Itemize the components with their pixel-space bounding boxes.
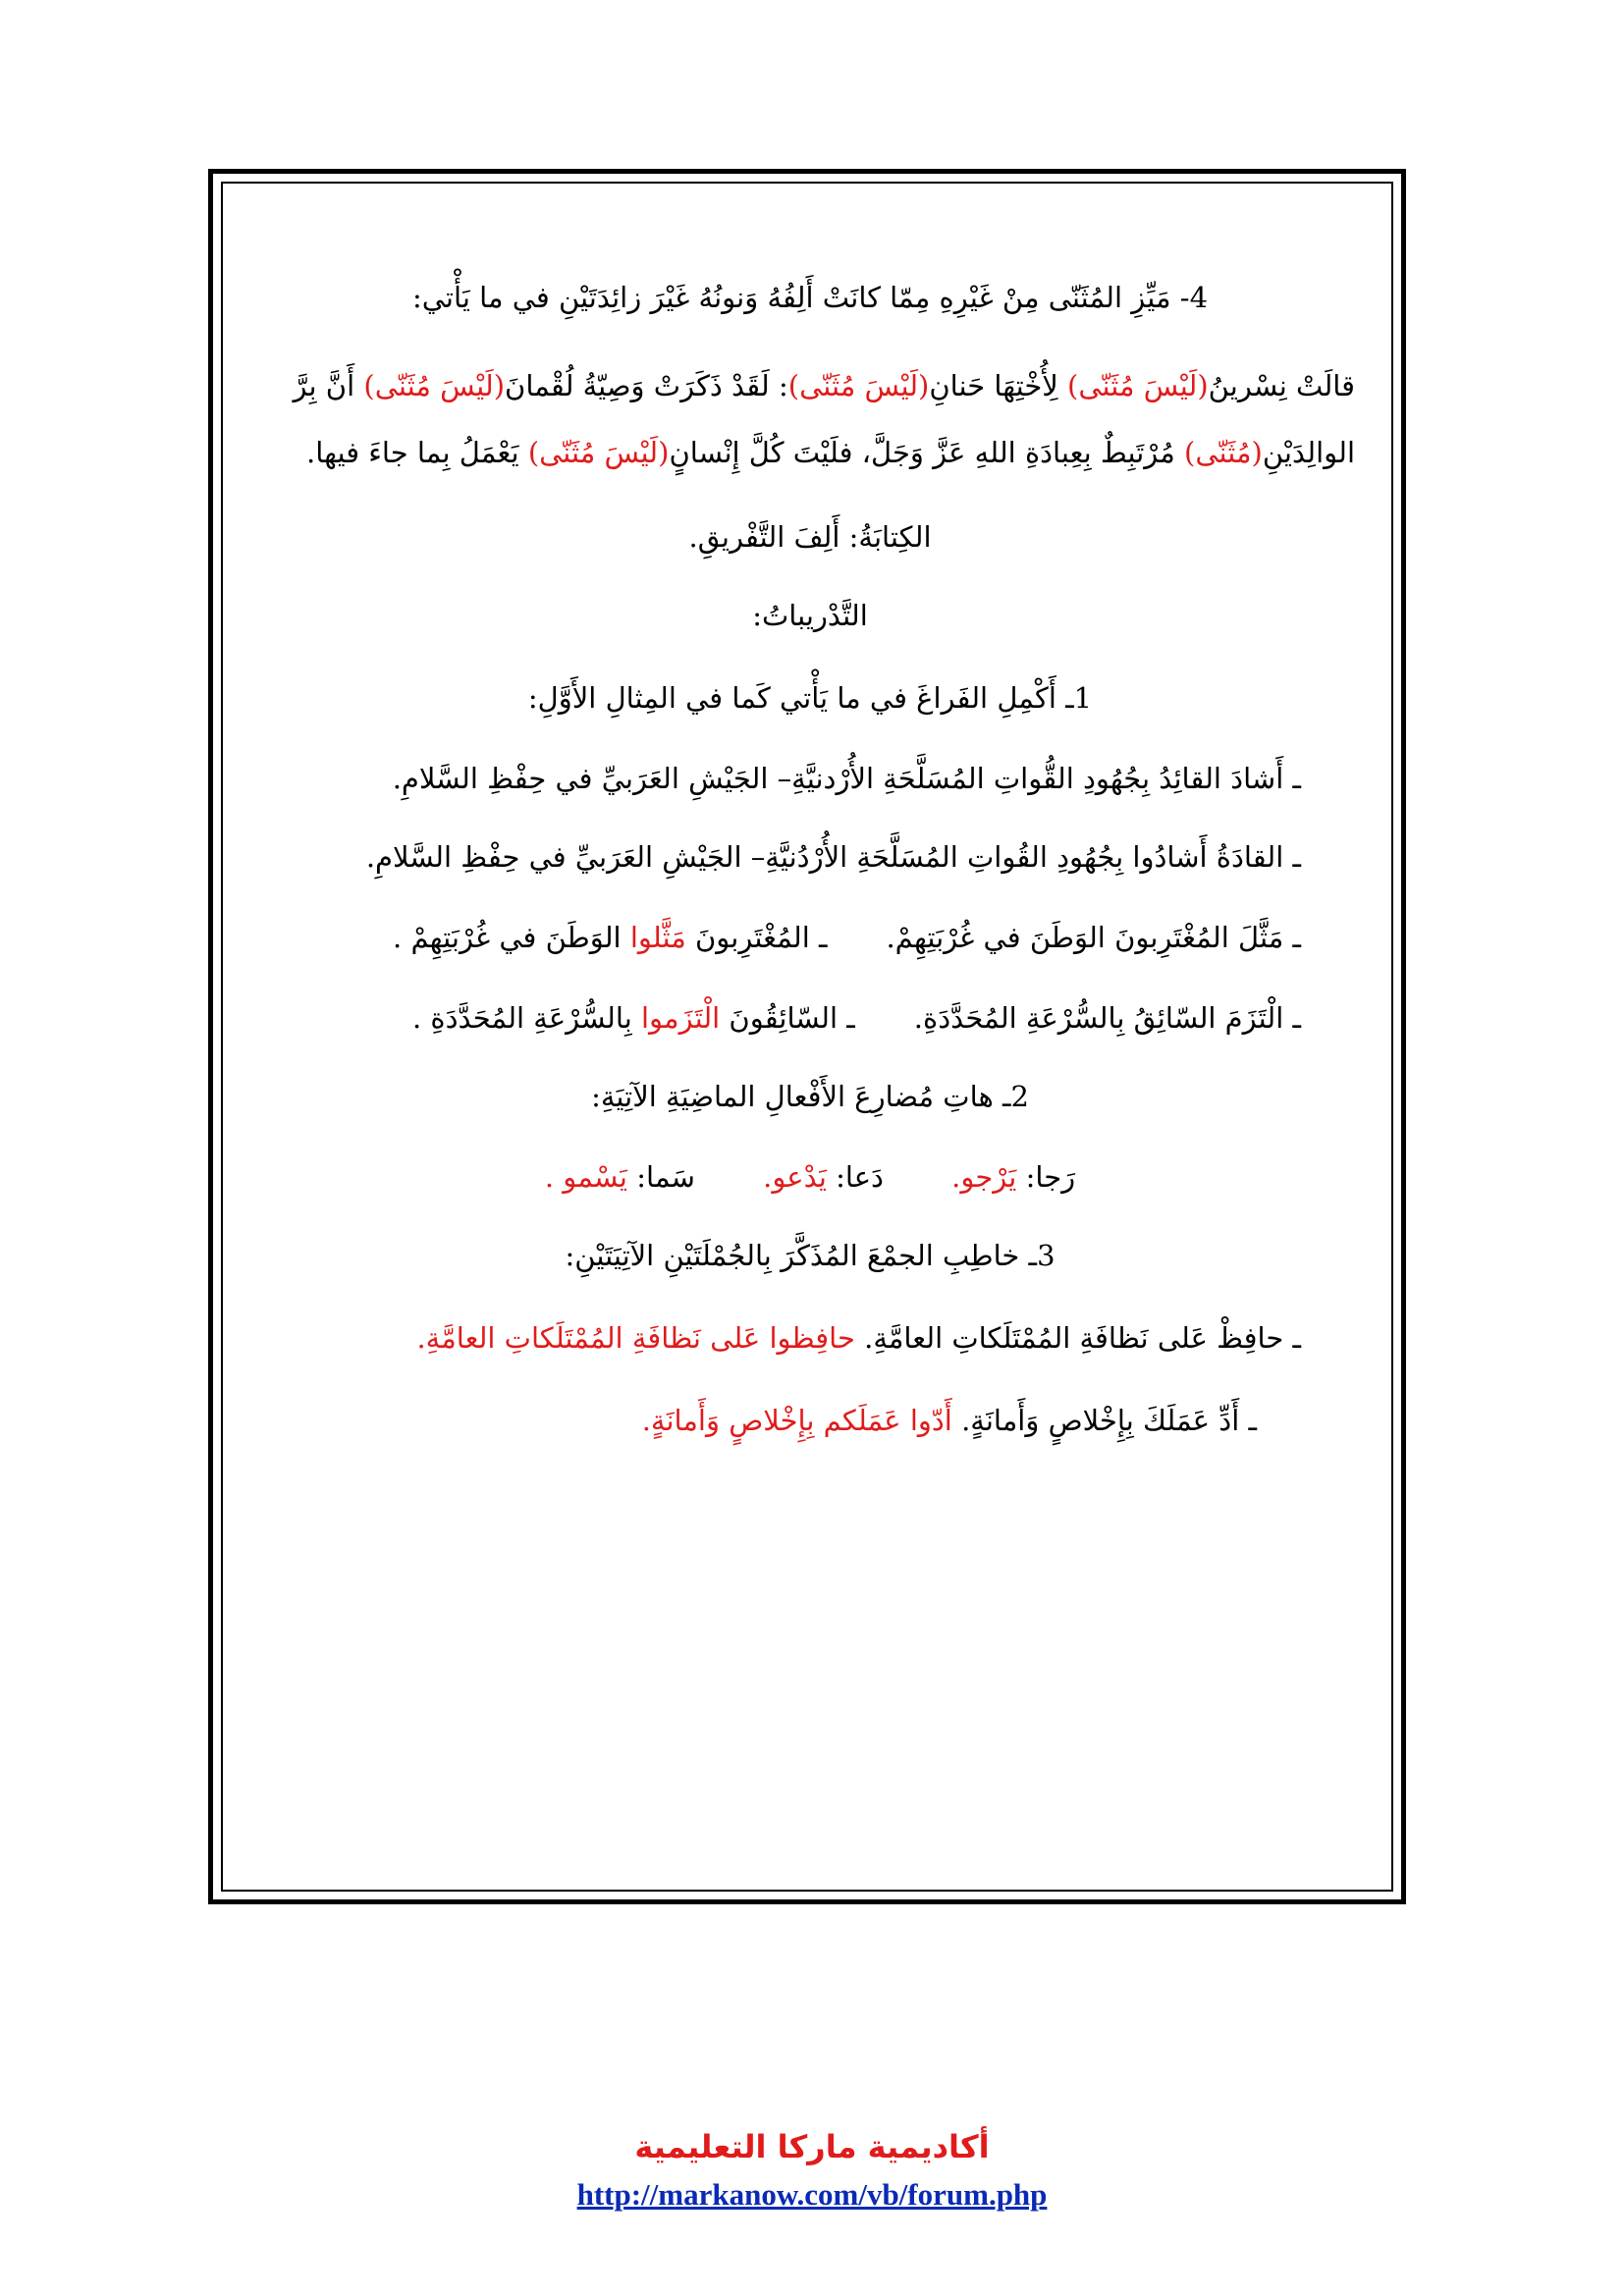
exercise-2-answers (265, 1154, 1355, 1200)
exercise-3-sentence-2 (265, 1398, 1355, 1443)
paragraph-text: الوالِدَيْنِ (1262, 436, 1355, 469)
answer-highlight: (لَيْسَ مُثَنّى) (787, 369, 930, 402)
verb-present: يَرْجو. (951, 1160, 1017, 1194)
answer-highlight: (مُثَنّى) (1184, 436, 1263, 469)
verb-item (951, 1160, 1075, 1194)
q4-paragraph-line-2 (265, 430, 1355, 475)
sentence-answer: أَدّوا عَمَلَكم بِإِخْلاصٍ وَأَمانَةٍ. (641, 1404, 962, 1437)
answer-text: بِالسُّرْعَةِ المُحَدَّدَةِ . (411, 1001, 641, 1035)
answer-highlight: (لَيْسَ مُثَنّى) (363, 369, 506, 402)
exercises-title: التَّدْريباتُ: (752, 599, 868, 632)
paragraph-text: مُرْتَبِطٌ بِعِبادَةِ اللهِ عَزَّ وَجَلَّ، فلَيْتَ كُلَّ إِنْسانٍ (669, 436, 1185, 469)
sentence-prompt: ـ أَدِّ عَمَلَكَ بِإِخْلاصٍ وَأَمانَةٍ. (961, 1404, 1257, 1437)
exercise-1-example-1: ـ أَشادَ القائِدُ بِجُهُودِ القُّواتِ المُسَلَّحَةِ الأُرْدنيَّةِ– الجَيْشِ العَرَبيِّ في حِفْظِ السَّلامِ. (392, 762, 1301, 795)
exercise-1-example-2: ـ القادَةُ أَشادُوا بِجُهُودِ القُواتِ المُسَلَّحَةِ الأُرْدُنيَّةِ– الجَيْشِ العَرَبيِّ في حِفْظِ السَّلامِ. (365, 840, 1301, 874)
answer-highlight: مَثَّلوا (629, 921, 686, 954)
exercise-3-sentence-1 (265, 1315, 1355, 1361)
q4-heading: 4- مَيِّزِ المُثَنّى مِنْ غَيْرِهِ مِمّا كانَتْ أَلِفُهُ وَنونُهُ غَيْرَ زائِدَتَيْنِ في ما يَأْتي: (411, 281, 1209, 314)
sentence-answer: حافِظوا عَلى نَظافَةِ المُمْتَلَكاتِ العامَّةِ. (416, 1321, 865, 1355)
paragraph-text: يَعْمَلُ بِما جاءَ فيها. (306, 436, 528, 469)
verb-past: رَجا: (1016, 1160, 1076, 1194)
answer-highlight: (لَيْسَ مُثَنّى) (527, 436, 670, 469)
q4-paragraph-line-1 (265, 363, 1355, 408)
exercise-1-row-3-prompt: ـ مَثَّلَ المُغْتَرِبونَ الوَطَنَ في غُرْبَتِهِمْ. (886, 921, 1301, 954)
exercise-3-heading: 3ـ خاطِبِ الجمْعَ المُذَكَّرَ بِالجُمْلَتَيْنِ الآتِيَتَيْنِ: (565, 1239, 1056, 1272)
paragraph-text: : لَقَدْ ذَكَرَتْ وَصِيّةُ لُقْمانَ (505, 369, 788, 402)
exercise-1-row-3-answer (393, 921, 827, 954)
answer-text: ـ المُغْتَرِبونَ (685, 921, 828, 954)
verb-item (545, 1160, 695, 1194)
paragraph-text: لِأُخْتِهَا حَنانِ (929, 369, 1068, 402)
answer-text: الوَطَنَ في غُرْبَتِهِمْ . (393, 921, 630, 954)
verb-present: يَدْعو. (763, 1160, 827, 1194)
verb-past: سَما: (627, 1160, 695, 1194)
answer-highlight: (لَيْسَ مُثَنّى) (1067, 369, 1209, 402)
writing-title: الكِتابَةُ: أَلِفَ التَّفْريقِ. (688, 520, 932, 554)
paragraph-text: أَنَّ بِرَّ (293, 369, 364, 402)
exercise-1-heading: 1ـ أَكْمِلِ الفَراغَ في ما يَأْتي كَما في المِثالِ الأَوَّلِ: (527, 681, 1093, 715)
answer-text: ـ السّائِقُونَ (720, 1001, 855, 1035)
exercise-1-row-3 (265, 915, 1355, 960)
verb-past: دَعا: (826, 1160, 884, 1194)
footer-academy-name: أكاديمية ماركا التعليمية (634, 2128, 990, 2165)
paragraph-text: قالَتْ نِسْرينُ (1208, 369, 1355, 402)
exercise-1-row-4-prompt: ـ الْتَزَمَ السّائِقُ بِالسُّرْعَةِ المُحَدَّدَةِ. (913, 1001, 1301, 1035)
answer-highlight: الْتَزَموا (641, 1001, 721, 1035)
verb-present: يَسْمو . (544, 1160, 627, 1194)
exercise-1-row-4 (265, 995, 1355, 1041)
exercise-2-heading: 2ـ هاتِ مُضارِعَ الأَفْعالِ الماضِيَةِ الآتِيَةِ: (591, 1080, 1029, 1113)
sentence-prompt: ـ حافِظْ عَلى نَظافَةِ المُمْتَلَكاتِ العامَّةِ. (864, 1321, 1301, 1355)
exercise-1-row-4-answer (412, 1001, 855, 1035)
verb-item (763, 1160, 884, 1194)
footer-forum-link[interactable]: http://markanow.com/vb/forum.php (576, 2177, 1048, 2212)
